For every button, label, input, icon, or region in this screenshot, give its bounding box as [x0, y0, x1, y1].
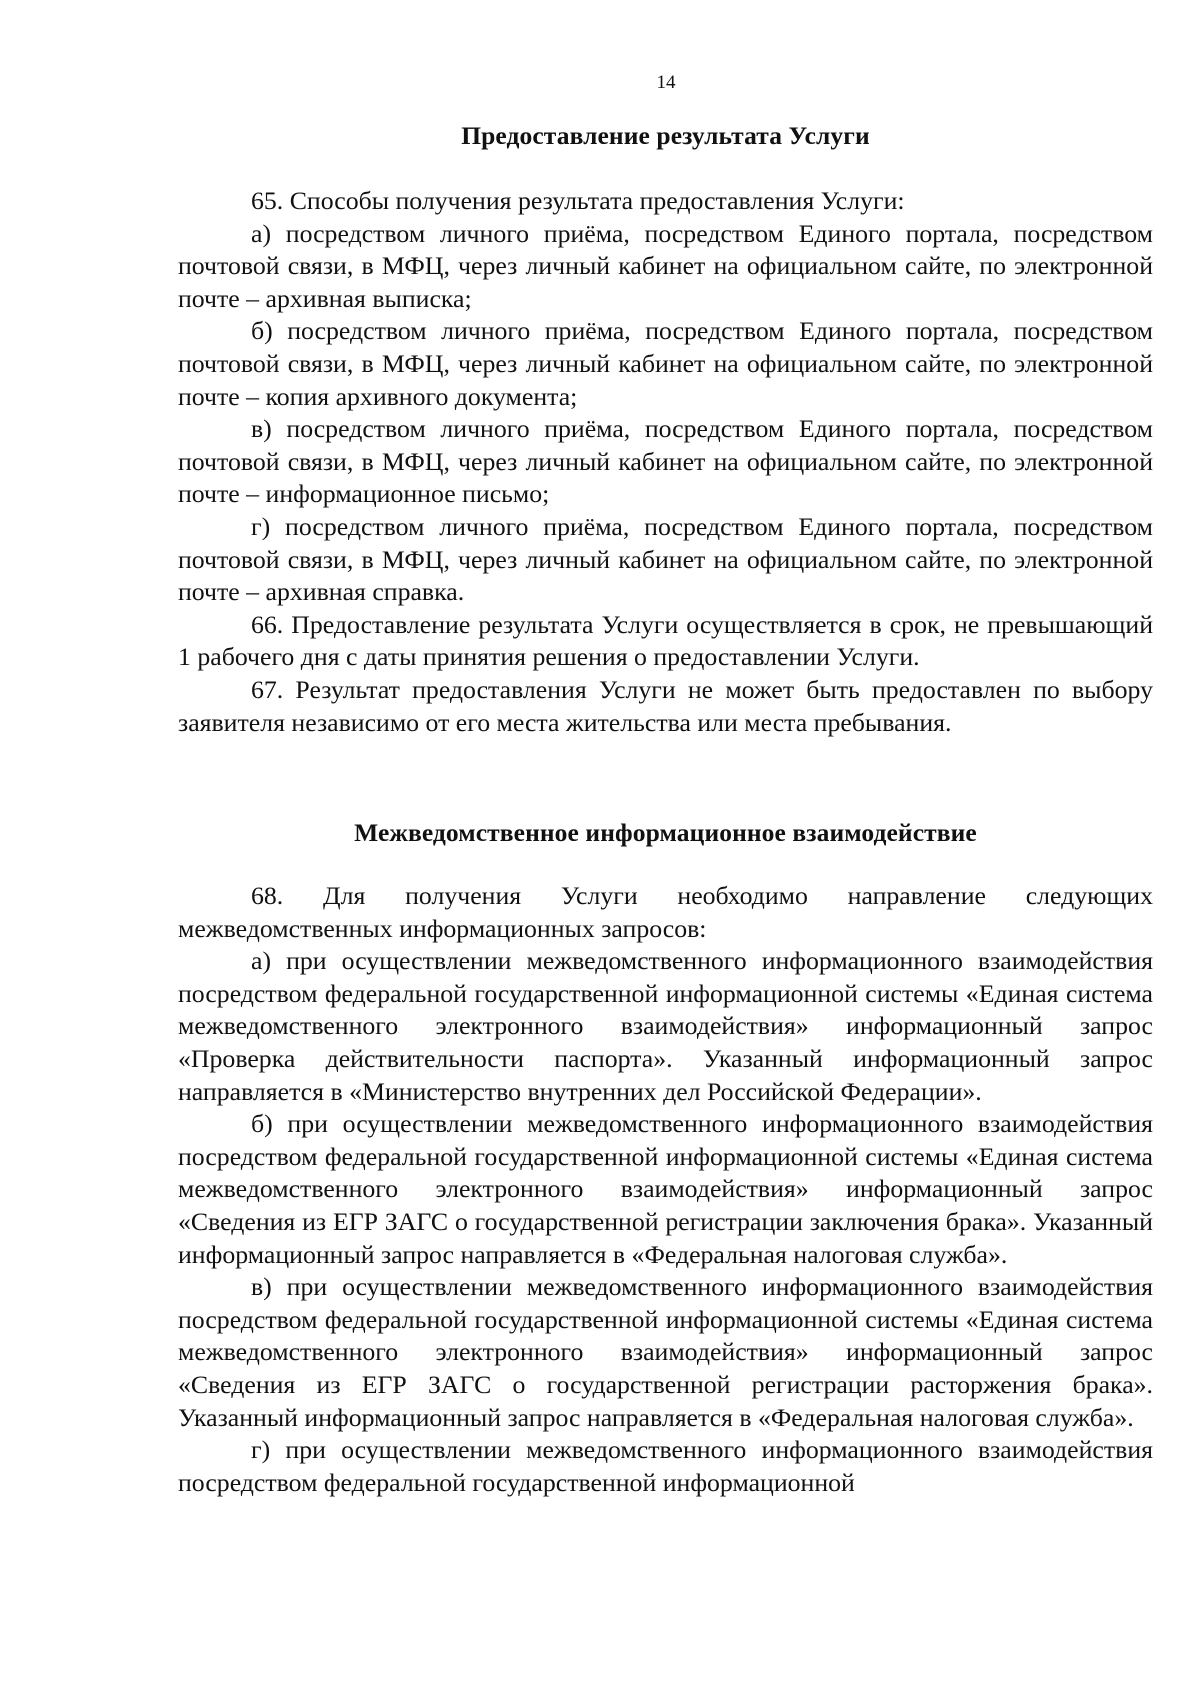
paragraph-67: 67. Результат предоставления Услуги не может быть предоставлен по выбору заявителя независимо от его места жительства или места пребывания.: [178, 674, 1153, 737]
paragraph-65: 65. Способы получения результата предоставления Услуги:: [251, 186, 905, 215]
paragraph-68-a: а) при осуществлении межведомственного информационного взаимодействия посредством федеральной государственной информационной системы «Единая система межведомственного электронного взаимодействия» информационный запрос «Проверка действительности паспорта». Указанный информационный запрос направляется в «Министерство внутренних дел Российской Федерации».: [178, 946, 1153, 1106]
section-title-interagency: Межведомственное информационное взаимодействие: [354, 818, 977, 847]
section-body-result: [178, 185, 1153, 739]
section-title-result: Предоставление результата Услуги: [461, 121, 870, 150]
section-body-interagency: [178, 880, 1153, 1499]
paragraph-66: 66. Предоставление результата Услуги осуществляется в срок, не превышающий 1 рабочего дня с даты принятия решения о предоставлении Услуги.: [178, 609, 1153, 672]
paragraph-65-a: а) посредством личного приёма, посредством Единого портала, посредством почтовой связи, в МФЦ, через личный кабинет на официальном сайте, по электронной почте – архивная выписка;: [178, 218, 1153, 313]
paragraph-68-b: б) при осуществлении межведомственного информационного взаимодействия посредством федеральной государственной информационной системы «Единая система межведомственного электронного взаимодействия» информационный запрос «Сведения из ЕГР ЗАГС о государственной регистрации заключения брака». Указанный информационный запрос направляется в «Федеральная налоговая служба».: [178, 1109, 1153, 1269]
page-number: 14: [656, 72, 676, 93]
paragraph-68: 68. Для получения Услуги необходимо направление следующих межведомственных информационных запросов:: [178, 881, 1153, 943]
paragraph-65-v: в) посредством личного приёма, посредством Единого портала, посредством почтовой связи, в МФЦ, через личный кабинет на официальном сайте, по электронной почте – информационное письмо;: [178, 414, 1153, 509]
paragraph-65-g: г) посредством личного приёма, посредством Единого портала, посредством почтовой связи, в МФЦ, через личный кабинет на официальном сайте, по электронной почте – архивная справка.: [178, 511, 1153, 607]
paragraph-68-v: в) при осуществлении межведомственного информационного взаимодействия посредством федеральной государственной информационной системы «Единая система межведомственного электронного взаимодействия» информационный запрос «Сведения из ЕГР ЗАГС о государственной регистрации расторжения брака». Указанный информационный запрос направляется в «Федеральная налоговая служба».: [178, 1272, 1153, 1432]
paragraph-68-g: г) при осуществлении межведомственного информационного взаимодействия посредством федеральной государственной информационной: [178, 1435, 1153, 1497]
paragraph-65-b: б) посредством личного приёма, посредством Единого портала, посредством почтовой связи, в МФЦ, через личный кабинет на официальном сайте, по электронной почте – копия архивного документа;: [178, 316, 1153, 411]
